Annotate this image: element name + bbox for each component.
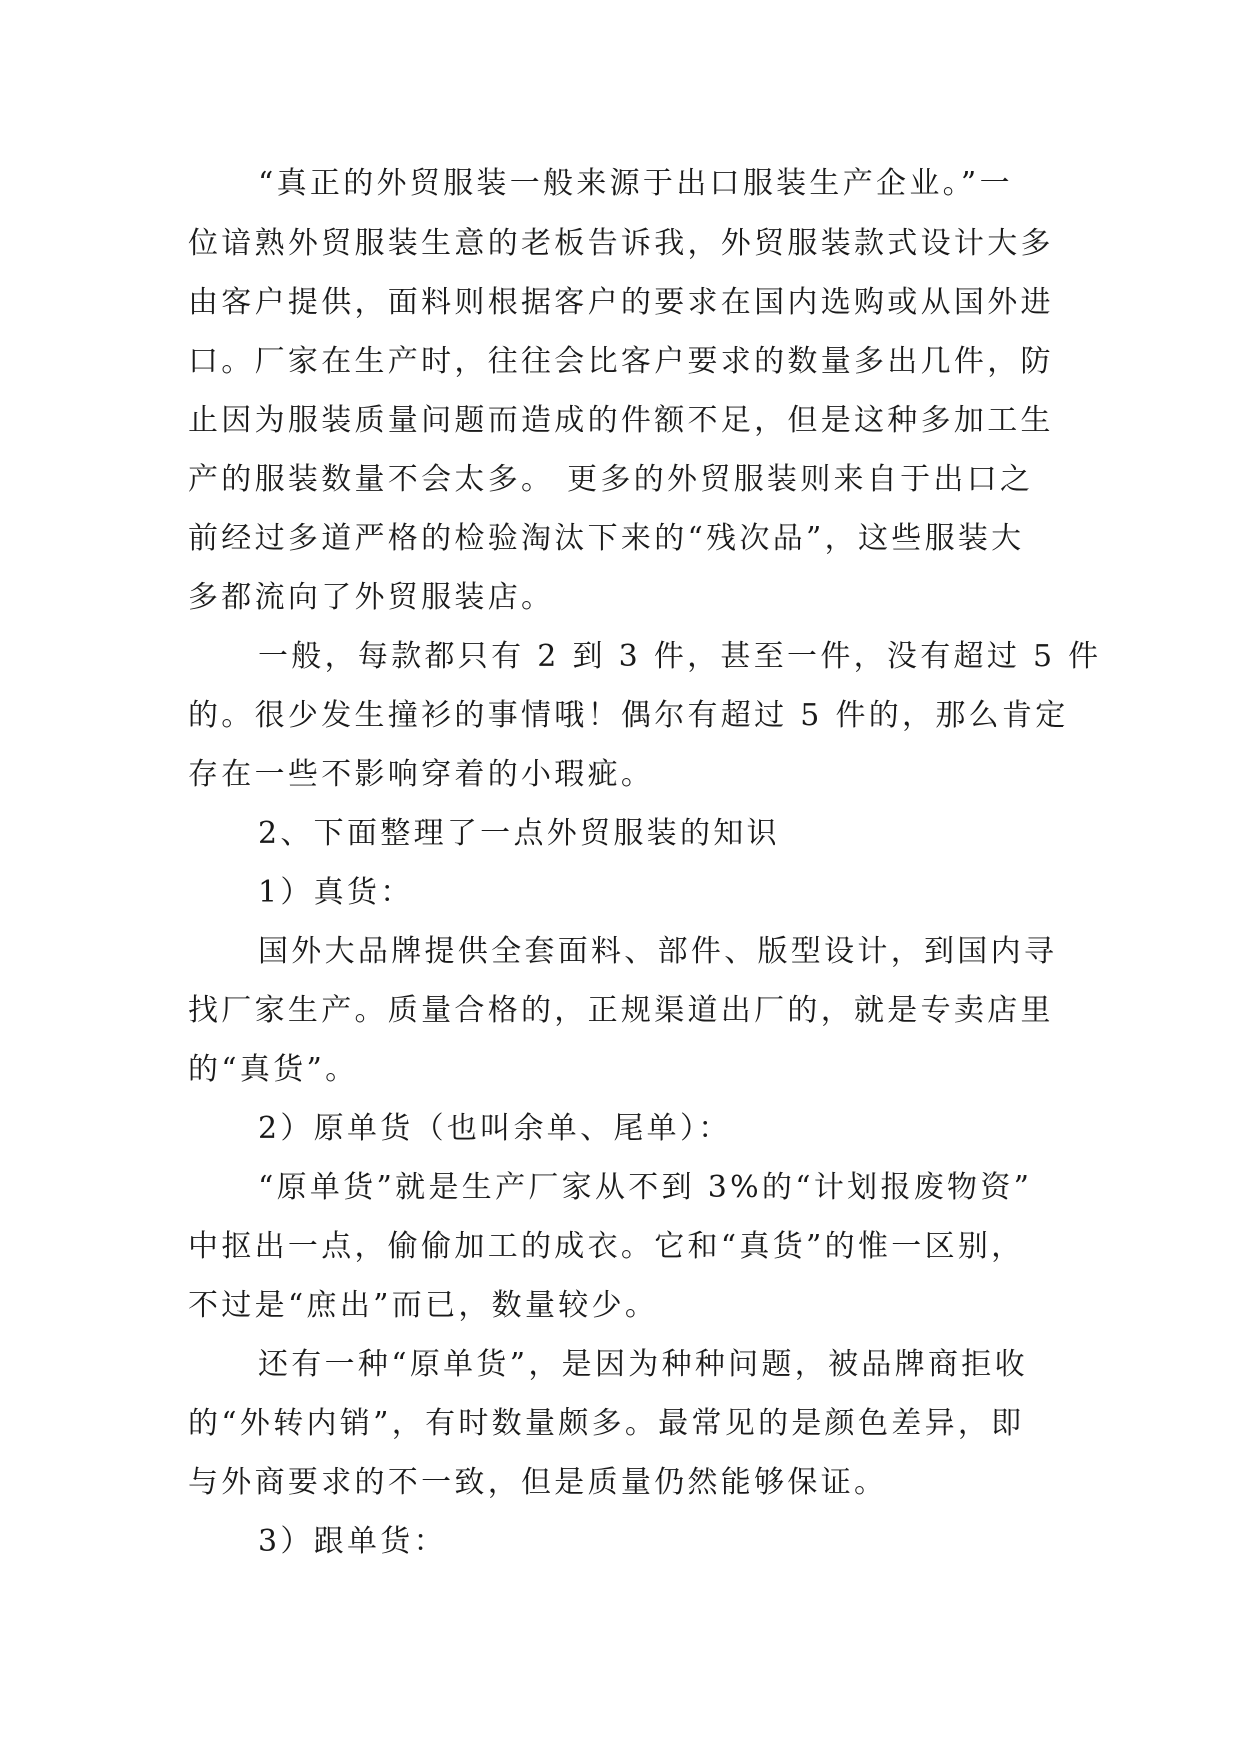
text-line: 存在一些不影响穿着的小瑕疵。 [188,757,655,792]
text-line: 的。很少发生撞衫的事情哦！偶尔有超过 5 件的，那么肯定 [188,698,1069,733]
text-line: “真正的外贸服装一般来源于出口服装生产企业。”一 [258,166,1013,201]
text-line: “原单货”就是生产厂家从不到 3%的“计划报废物资” [258,1170,1033,1205]
text-line: 由客户提供，面料则根据客户的要求在国内选购或从国外进 [188,285,1054,320]
text-line: 中抠出一点，偷偷加工的成衣。它和“真货”的惟一区别， [188,1229,1025,1264]
subsection-heading: 1）真货： [258,875,414,910]
text-line: 止因为服装质量问题而造成的件额不足，但是这种多加工生 [188,403,1054,438]
text-line: 还有一种“原单货”，是因为种种问题，被品牌商拒收 [258,1347,1028,1382]
text-line: 不过是“庶出”而已，数量较少。 [188,1288,659,1323]
text-line: 多都流向了外贸服装店。 [188,580,555,615]
text-line: 一般，每款都只有 2 到 3 件，甚至一件，没有超过 5 件 [258,639,1102,674]
text-line: 与外商要求的不一致，但是质量仍然能够保证。 [188,1465,888,1500]
text-line: 国外大品牌提供全套面料、部件、版型设计，到国内寻 [258,934,1058,969]
subsection-heading: 3）跟单货： [258,1524,447,1559]
text-line: 前经过多道严格的检验淘汰下来的“残次品”，这些服装大 [188,521,1025,556]
section-heading: 2、下面整理了一点外贸服装的知识 [258,816,780,851]
text-line: 的“真货”。 [188,1052,359,1087]
text-line: 找厂家生产。质量合格的，正规渠道出厂的，就是专卖店里 [188,993,1054,1028]
text-line: 口。厂家在生产时，往往会比客户要求的数量多出几件，防 [188,344,1054,379]
text-line: 的“外转内销”，有时数量颇多。最常见的是颜色差异，即 [188,1406,1025,1441]
subsection-heading: 2）原单货（也叫余单、尾单）： [258,1111,732,1146]
text-line: 产的服装数量不会太多。 更多的外贸服装则来自于出口之 [188,462,1034,497]
text-line: 位谙熟外贸服装生意的老板告诉我，外贸服装款式设计大多 [188,226,1054,261]
